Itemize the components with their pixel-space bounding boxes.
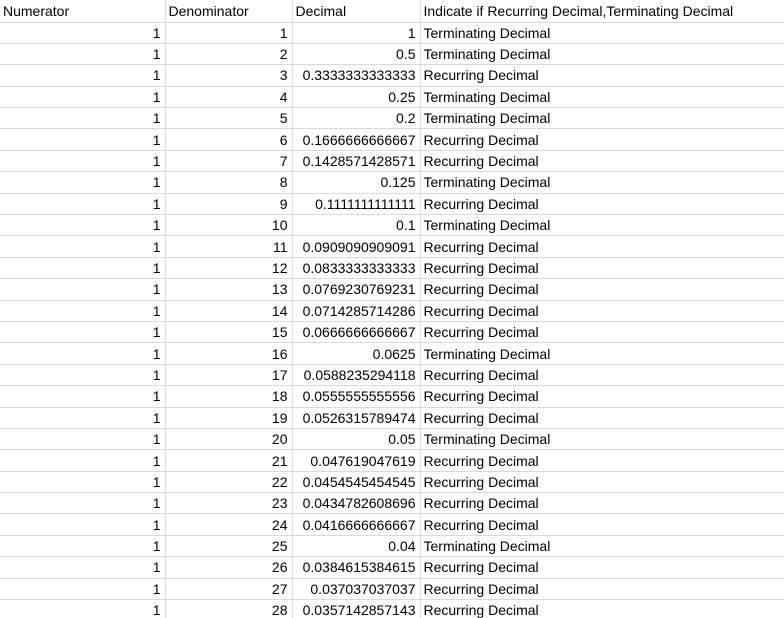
numerator-cell[interactable]: 1 <box>0 193 165 214</box>
decimal-cell[interactable]: 0.0588235294118 <box>292 364 420 385</box>
decimal-cell[interactable]: 0.0833333333333 <box>292 257 420 278</box>
numerator-cell[interactable]: 1 <box>0 43 165 64</box>
decimal-cell[interactable]: 0.3333333333333 <box>292 65 420 86</box>
denominator-cell[interactable]: 20 <box>165 428 292 449</box>
numerator-cell[interactable]: 1 <box>0 428 165 449</box>
table-row <box>0 215 784 236</box>
indicator-cell[interactable]: Recurring Decimal <box>420 129 784 150</box>
denominator-cell[interactable]: 15 <box>165 321 292 342</box>
denominator-cell[interactable]: 8 <box>165 172 292 193</box>
indicator-cell[interactable]: Recurring Decimal <box>420 364 784 385</box>
indicator-cell[interactable]: Terminating Decimal <box>420 428 784 449</box>
indicator-cell[interactable]: Terminating Decimal <box>420 535 784 556</box>
indicator-cell[interactable]: Recurring Decimal <box>420 236 784 257</box>
decimal-cell[interactable]: 0.2 <box>292 108 420 129</box>
numerator-cell[interactable]: 1 <box>0 535 165 556</box>
numerator-cell[interactable]: 1 <box>0 600 165 618</box>
denominator-cell[interactable]: 16 <box>165 343 292 364</box>
table-row <box>0 407 784 428</box>
decimal-cell[interactable]: 0.0625 <box>292 343 420 364</box>
table-row <box>0 86 784 107</box>
numerator-cell[interactable]: 1 <box>0 129 165 150</box>
indicator-cell[interactable]: Terminating Decimal <box>420 22 784 43</box>
table-row <box>0 493 784 514</box>
table-row <box>0 43 784 64</box>
numerator-cell[interactable]: 1 <box>0 557 165 578</box>
numerator-cell[interactable]: 1 <box>0 257 165 278</box>
indicator-cell[interactable]: Terminating Decimal <box>420 215 784 236</box>
decimal-cell[interactable]: 0.0454545454545 <box>292 471 420 492</box>
denominator-cell[interactable]: 18 <box>165 386 292 407</box>
table-row <box>0 321 784 342</box>
table-row <box>0 600 784 618</box>
decimal-cell[interactable]: 0.25 <box>292 86 420 107</box>
indicator-cell[interactable]: Recurring Decimal <box>420 386 784 407</box>
indicator-cell[interactable]: Recurring Decimal <box>420 257 784 278</box>
table-row <box>0 257 784 278</box>
table-row <box>0 364 784 385</box>
decimal-cell[interactable]: 0.1666666666667 <box>292 129 420 150</box>
denominator-cell[interactable]: 17 <box>165 364 292 385</box>
numerator-cell[interactable]: 1 <box>0 578 165 599</box>
numerator-cell[interactable]: 1 <box>0 493 165 514</box>
header-cell-numerator[interactable]: Numerator <box>0 0 165 22</box>
denominator-cell[interactable]: 12 <box>165 257 292 278</box>
table-row <box>0 150 784 171</box>
numerator-cell[interactable]: 1 <box>0 450 165 471</box>
decimal-cell[interactable]: 0.037037037037 <box>292 578 420 599</box>
numerator-cell[interactable]: 1 <box>0 279 165 300</box>
decimal-cell[interactable]: 0.0909090909091 <box>292 236 420 257</box>
denominator-cell[interactable]: 13 <box>165 279 292 300</box>
table-row <box>0 236 784 257</box>
denominator-cell[interactable]: 2 <box>165 43 292 64</box>
decimal-cell[interactable]: 0.5 <box>292 43 420 64</box>
indicator-cell[interactable]: Recurring Decimal <box>420 279 784 300</box>
numerator-cell[interactable]: 1 <box>0 150 165 171</box>
numerator-cell[interactable]: 1 <box>0 514 165 535</box>
denominator-cell[interactable]: 11 <box>165 236 292 257</box>
denominator-cell[interactable]: 28 <box>165 600 292 618</box>
table-row <box>0 129 784 150</box>
numerator-cell[interactable]: 1 <box>0 321 165 342</box>
denominator-cell[interactable]: 3 <box>165 65 292 86</box>
denominator-cell[interactable]: 19 <box>165 407 292 428</box>
indicator-cell[interactable]: Terminating Decimal <box>420 172 784 193</box>
indicator-cell[interactable]: Terminating Decimal <box>420 343 784 364</box>
table-row <box>0 279 784 300</box>
indicator-cell[interactable]: Recurring Decimal <box>420 514 784 535</box>
indicator-cell[interactable]: Recurring Decimal <box>420 407 784 428</box>
decimal-cell[interactable]: 0.0666666666667 <box>292 321 420 342</box>
numerator-cell[interactable]: 1 <box>0 364 165 385</box>
table-row <box>0 428 784 449</box>
indicator-cell[interactable]: Terminating Decimal <box>420 86 784 107</box>
indicator-cell[interactable]: Terminating Decimal <box>420 108 784 129</box>
denominator-cell[interactable]: 4 <box>165 86 292 107</box>
table-body <box>0 22 784 618</box>
denominator-cell[interactable]: 5 <box>165 108 292 129</box>
numerator-cell[interactable]: 1 <box>0 108 165 129</box>
indicator-cell[interactable]: Terminating Decimal <box>420 43 784 64</box>
indicator-cell[interactable]: Recurring Decimal <box>420 65 784 86</box>
numerator-cell[interactable]: 1 <box>0 65 165 86</box>
decimal-cell[interactable]: 0.0714285714286 <box>292 300 420 321</box>
indicator-cell[interactable]: Recurring Decimal <box>420 150 784 171</box>
numerator-cell[interactable]: 1 <box>0 386 165 407</box>
header-cell-denominator[interactable]: Denominator <box>165 0 292 22</box>
denominator-cell[interactable]: 9 <box>165 193 292 214</box>
indicator-cell[interactable]: Recurring Decimal <box>420 493 784 514</box>
denominator-cell[interactable]: 14 <box>165 300 292 321</box>
denominator-cell[interactable]: 22 <box>165 471 292 492</box>
table-row <box>0 300 784 321</box>
indicator-cell[interactable]: Recurring Decimal <box>420 557 784 578</box>
decimal-cell[interactable]: 0.0769230769231 <box>292 279 420 300</box>
indicator-cell[interactable]: Recurring Decimal <box>420 321 784 342</box>
indicator-cell[interactable]: Recurring Decimal <box>420 300 784 321</box>
denominator-cell[interactable]: 23 <box>165 493 292 514</box>
table-row <box>0 193 784 214</box>
decimal-cell[interactable]: 0.0384615384615 <box>292 557 420 578</box>
table-row <box>0 471 784 492</box>
table-row <box>0 65 784 86</box>
indicator-cell[interactable]: Recurring Decimal <box>420 450 784 471</box>
indicator-cell[interactable]: Recurring Decimal <box>420 193 784 214</box>
denominator-cell[interactable]: 24 <box>165 514 292 535</box>
numerator-cell[interactable]: 1 <box>0 86 165 107</box>
decimal-cell[interactable]: 1 <box>292 22 420 43</box>
denominator-cell[interactable]: 1 <box>165 22 292 43</box>
header-cell-indicator[interactable]: Indicate if Recurring Decimal,Terminating Decimal <box>420 0 784 22</box>
header-cell-decimal[interactable]: Decimal <box>292 0 420 22</box>
decimal-cell[interactable]: 0.0526315789474 <box>292 407 420 428</box>
indicator-cell[interactable]: Recurring Decimal <box>420 578 784 599</box>
denominator-cell[interactable]: 26 <box>165 557 292 578</box>
decimal-cell[interactable]: 0.1 <box>292 215 420 236</box>
table-row <box>0 578 784 599</box>
table-row <box>0 450 784 471</box>
header-row <box>0 0 784 22</box>
denominator-cell[interactable]: 27 <box>165 578 292 599</box>
numerator-cell[interactable]: 1 <box>0 172 165 193</box>
table-row <box>0 172 784 193</box>
numerator-cell[interactable]: 1 <box>0 343 165 364</box>
denominator-cell[interactable]: 25 <box>165 535 292 556</box>
numerator-cell[interactable]: 1 <box>0 22 165 43</box>
table-row <box>0 108 784 129</box>
table-row <box>0 557 784 578</box>
table-row <box>0 535 784 556</box>
decimal-cell[interactable]: 0.05 <box>292 428 420 449</box>
table-row <box>0 343 784 364</box>
denominator-cell[interactable]: 21 <box>165 450 292 471</box>
decimal-cell[interactable]: 0.047619047619 <box>292 450 420 471</box>
decimal-cell[interactable]: 0.0416666666667 <box>292 514 420 535</box>
numerator-cell[interactable]: 1 <box>0 471 165 492</box>
indicator-cell[interactable]: Recurring Decimal <box>420 471 784 492</box>
numerator-cell[interactable]: 1 <box>0 215 165 236</box>
numerator-cell[interactable]: 1 <box>0 300 165 321</box>
indicator-cell[interactable]: Recurring Decimal <box>420 600 784 618</box>
denominator-cell[interactable]: 6 <box>165 129 292 150</box>
decimal-cell[interactable]: 0.0434782608696 <box>292 493 420 514</box>
table-row <box>0 514 784 535</box>
denominator-cell[interactable]: 10 <box>165 215 292 236</box>
decimal-cell[interactable]: 0.0555555555556 <box>292 386 420 407</box>
decimal-cell[interactable]: 0.0357142857143 <box>292 600 420 618</box>
numerator-cell[interactable]: 1 <box>0 236 165 257</box>
decimal-cell[interactable]: 0.04 <box>292 535 420 556</box>
decimal-cell[interactable]: 0.1428571428571 <box>292 150 420 171</box>
table-row <box>0 386 784 407</box>
numerator-cell[interactable]: 1 <box>0 407 165 428</box>
decimal-cell[interactable]: 0.1111111111111 <box>292 193 420 214</box>
table-row <box>0 22 784 43</box>
denominator-cell[interactable]: 7 <box>165 150 292 171</box>
decimal-cell[interactable]: 0.125 <box>292 172 420 193</box>
